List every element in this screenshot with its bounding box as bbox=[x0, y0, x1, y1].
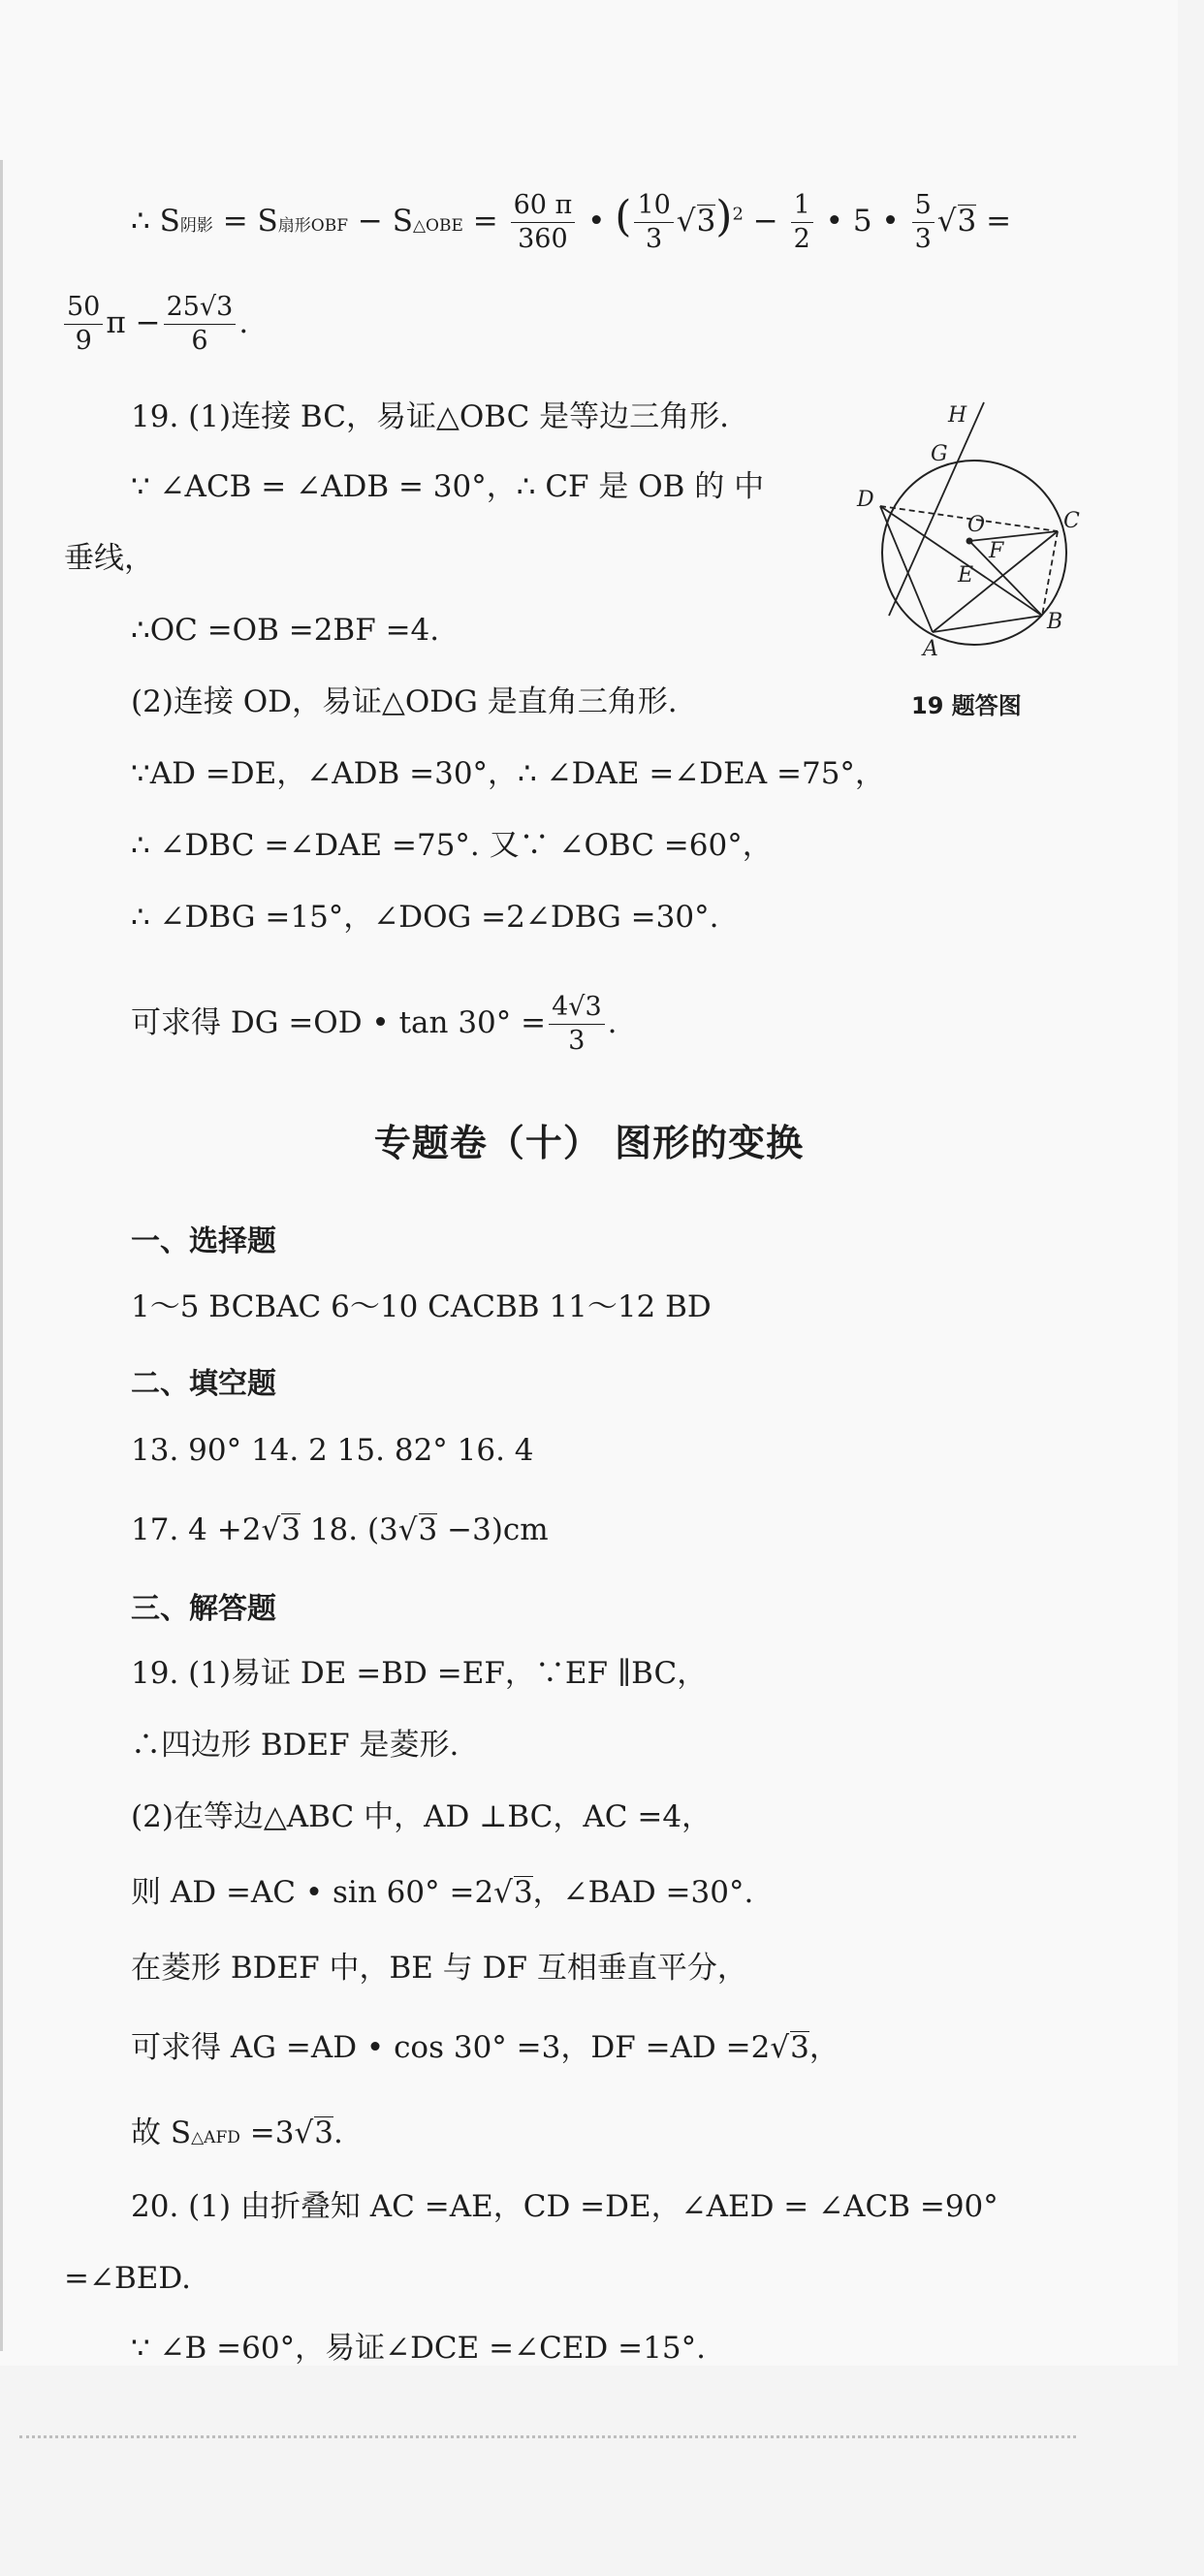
s20-line: 20. (1) 由折叠知 AC =AE，CD =DE，∠AED = ∠ACB =90° bbox=[131, 2189, 998, 2224]
formula-text: • bbox=[587, 204, 606, 239]
formula-text: 可求得 DG =OD • tan 30° = bbox=[131, 1005, 547, 1040]
line-db bbox=[880, 506, 1042, 616]
geometry-figure bbox=[853, 398, 1105, 659]
formula-text: ∴ S bbox=[131, 204, 180, 239]
q19-line: ∵ ∠ACB = ∠ADB = 30°，∴ CF 是 OB 的 中 bbox=[131, 469, 765, 504]
formula-text: − bbox=[752, 204, 778, 239]
denominator: 3 bbox=[568, 1026, 586, 1056]
q19-line: ∴OC =OB =2BF =4. bbox=[131, 613, 440, 648]
s20-line: ∵ ∠B =60°，易证∠DCE =∠CED =15°. bbox=[131, 2331, 706, 2366]
formula-text: ( bbox=[615, 192, 632, 241]
answer-text: ， bbox=[808, 2030, 840, 2065]
s19-line: 在菱形 BDEF 中，BE 与 DF 互相垂直平分， bbox=[131, 1951, 747, 1986]
q19-line: ∴ ∠DBG =15°，∠DOG =2∠DBG =30°. bbox=[131, 900, 719, 935]
q19-line: 19. (1)连接 BC，易证△OBC 是等边三角形. bbox=[131, 399, 730, 434]
radicand: 3 bbox=[696, 204, 716, 239]
fraction bbox=[549, 991, 605, 1058]
shaded-area-formula: ∴ S阴影 = S扇形OBF − S△OBE = $\frac{60 \pi}{360}$ • ( $\frac{10}{3}$ √3)$^2$ − $\frac{1}{2}$ • 5 • $\frac{5}{3}$ √3 = bbox=[131, 190, 1012, 254]
dotted-separator bbox=[19, 2435, 1076, 2438]
s19-line: (2)在等边△ABC 中，AD ⊥BC，AC =4， bbox=[131, 1799, 713, 1834]
fraction bbox=[164, 291, 237, 358]
radicand: 3 bbox=[957, 204, 977, 239]
label-o: O bbox=[967, 513, 986, 537]
numerator: 25√3 bbox=[164, 291, 237, 325]
denominator: 9 bbox=[75, 326, 92, 356]
s19-line: ∴四边形 BDEF 是菱形. bbox=[131, 1728, 459, 1763]
circle-o bbox=[882, 461, 1066, 645]
numerator: 5 bbox=[912, 189, 935, 223]
figure-caption: 19 题答图 bbox=[911, 692, 1022, 719]
formula-text: • bbox=[825, 204, 843, 239]
numerator: 60 π bbox=[511, 189, 576, 223]
answer-text: 18. (3 bbox=[300, 1512, 398, 1547]
fill-answers: 13. 90° 14. 2 15. 82° 16. 4 bbox=[131, 1433, 534, 1468]
numerator: 50 bbox=[64, 291, 103, 325]
label-e: E bbox=[958, 563, 974, 588]
formula-text: = bbox=[472, 204, 498, 239]
fraction bbox=[791, 189, 813, 256]
center-point bbox=[966, 538, 973, 545]
radicand: 3 bbox=[790, 2030, 809, 2065]
s19-line: 可求得 AG =AD • cos 30° =3，DF =AD =2√3， bbox=[131, 2030, 840, 2065]
formula-text: . bbox=[607, 1005, 618, 1040]
formula-text: = S bbox=[222, 204, 278, 239]
label-b: B bbox=[1047, 610, 1063, 634]
radicand: 3 bbox=[418, 1512, 438, 1547]
q19-line: 垂线， bbox=[64, 541, 154, 576]
formula-text: − S bbox=[357, 204, 413, 239]
denominator: 6 bbox=[191, 326, 208, 356]
formula-text: 5 bbox=[852, 204, 872, 239]
s19-line: 故 S△AFD =3√3. bbox=[131, 2115, 343, 2150]
denominator: 3 bbox=[914, 224, 932, 254]
q19-line: ∵AD =DE，∠ADB =30°，∴ ∠DAE =∠DEA =75°， bbox=[131, 756, 885, 791]
label-f: F bbox=[989, 539, 1004, 563]
answer-text: 则 AD =AC • sin 60° =2 bbox=[131, 1875, 494, 1910]
formula-text: ) bbox=[715, 192, 733, 241]
subscript: 阴影 bbox=[179, 216, 213, 236]
denominator: 3 bbox=[646, 224, 663, 254]
answer-text: −3)cm bbox=[437, 1512, 549, 1547]
label-c: C bbox=[1063, 509, 1080, 533]
section-title: 专题卷（十） 图形的变换 bbox=[373, 1122, 805, 1164]
denominator: 2 bbox=[793, 224, 810, 254]
subscript: △OBE bbox=[412, 216, 463, 236]
numerator: 4√3 bbox=[549, 991, 605, 1025]
label-g: G bbox=[931, 442, 948, 466]
fill-answers: 17. 4 +2√3 18. (3√3 −3)cm bbox=[131, 1512, 549, 1547]
q19-line: ∴ ∠DBC =∠DAE =75°. 又∵ ∠OBC =60°， bbox=[131, 828, 773, 863]
radicand: 3 bbox=[513, 1875, 533, 1910]
label-h: H bbox=[948, 403, 967, 428]
denominator: 360 bbox=[518, 224, 568, 254]
formula-text: = bbox=[986, 204, 1012, 239]
answer-text: 可求得 AG =AD • cos 30° =3，DF =AD =2 bbox=[131, 2030, 771, 2065]
shaded-area-result bbox=[64, 291, 248, 358]
subscript: 扇形OBF bbox=[277, 216, 348, 236]
formula-text: . bbox=[238, 305, 249, 340]
fraction bbox=[64, 291, 103, 358]
line-da bbox=[880, 506, 933, 632]
answer-text: . bbox=[333, 2115, 343, 2150]
label-d: D bbox=[857, 488, 874, 512]
margin-rule bbox=[0, 160, 3, 2351]
answer-text: 17. 4 +2 bbox=[131, 1512, 262, 1547]
mc-answers: 1～5 BCBAC 6～10 CACBB 11～12 BD bbox=[131, 1289, 712, 1324]
s19-line: 19. (1)易证 DE =BD =EF，∵EF ∥BC， bbox=[131, 1656, 708, 1691]
s20-line: =∠BED. bbox=[64, 2261, 191, 2296]
formula-text: π − bbox=[106, 305, 161, 340]
numerator: 1 bbox=[791, 189, 813, 223]
numerator: 10 bbox=[634, 189, 673, 223]
radicand: 3 bbox=[314, 2115, 333, 2150]
subscript: △AFD bbox=[191, 2128, 240, 2147]
answer-text: =3 bbox=[239, 2115, 295, 2150]
fraction bbox=[634, 189, 673, 256]
answer-text: 故 S bbox=[131, 2115, 192, 2150]
heading-solutions: 三、解答题 bbox=[131, 1592, 276, 1626]
label-a: A bbox=[923, 637, 938, 659]
answer-text: ，∠BAD =30°. bbox=[532, 1875, 754, 1910]
fraction bbox=[511, 189, 576, 256]
radicand: 3 bbox=[281, 1512, 301, 1547]
heading-fill-in: 二、填空题 bbox=[131, 1367, 276, 1401]
formula-text: • bbox=[881, 204, 900, 239]
q19-line bbox=[131, 991, 618, 1058]
s19-line: 则 AD =AC • sin 60° =2√3，∠BAD =30°. bbox=[131, 1875, 754, 1910]
superscript: 2 bbox=[732, 204, 744, 225]
heading-multiple-choice: 一、选择题 bbox=[131, 1224, 276, 1258]
line-cb bbox=[1042, 531, 1058, 616]
fraction bbox=[912, 189, 935, 256]
q19-line: (2)连接 OD，易证△ODG 是直角三角形. bbox=[131, 684, 678, 719]
